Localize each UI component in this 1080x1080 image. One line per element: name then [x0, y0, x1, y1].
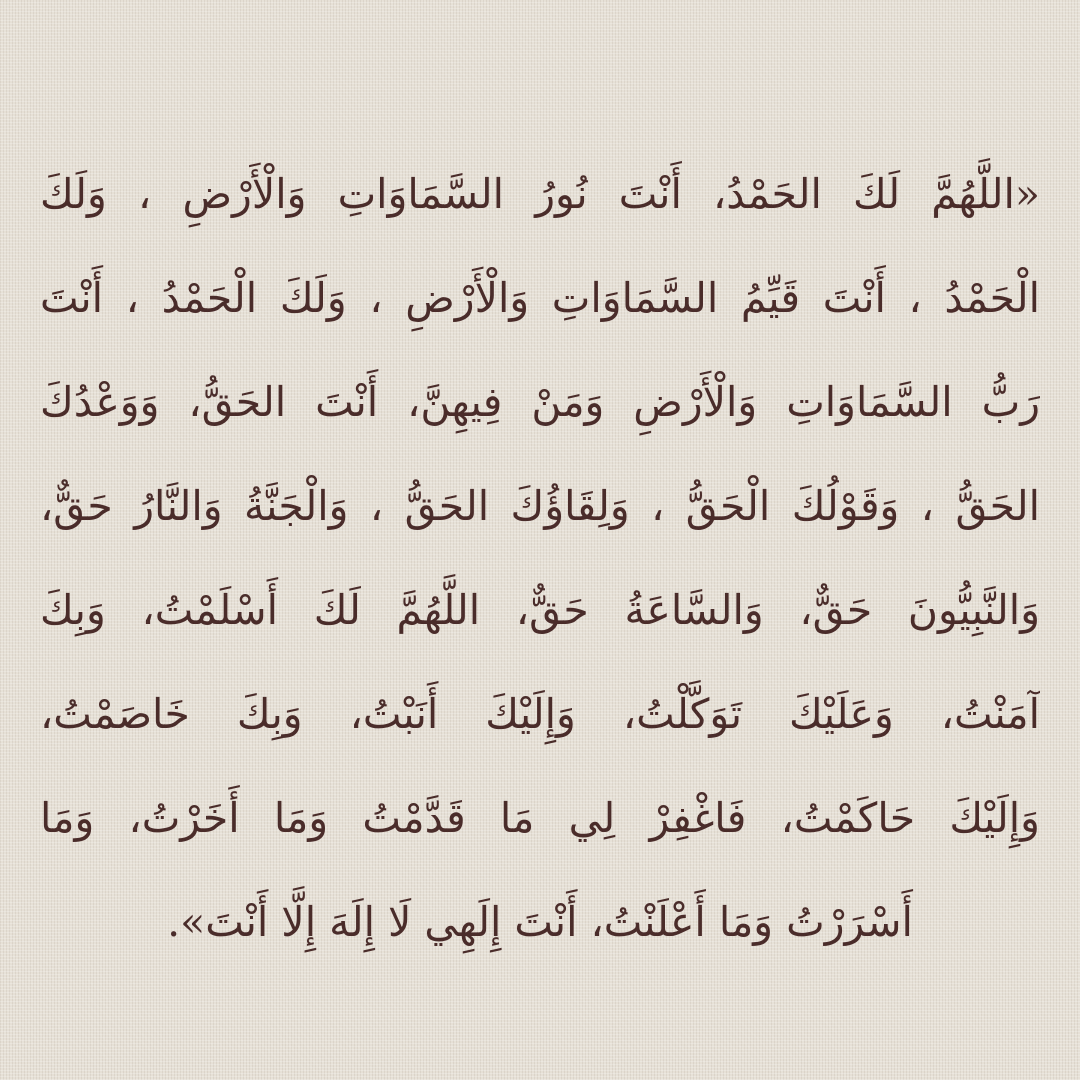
dua-line-1: «اللَّهُمَّ لَكَ الحَمْدُ، أَنْتَ نُورُ السَّمَاوَاتِ وَالْأَرْضِ ، وَلَكَ	[40, 170, 1040, 218]
dua-line-2: الْحَمْدُ ، أَنْتَ قَيِّمُ السَّمَاوَاتِ وَالْأَرْضِ ، وَلَكَ الْحَمْدُ ، أَنْتَ	[40, 274, 1040, 322]
dua-line-3: رَبُّ السَّمَاوَاتِ وَالْأَرْضِ وَمَنْ فِيهِنَّ، أَنْتَ الحَقُّ، وَوَعْدُكَ	[40, 378, 1040, 426]
dua-line-4: الحَقُّ ، وَقَوْلُكَ الْحَقُّ ، وَلِقَاؤُكَ الحَقُّ ، وَالْجَنَّةُ وَالنَّارُ حَقٌّ،	[40, 482, 1040, 530]
dua-line-8: أَسْرَرْتُ وَمَا أَعْلَنْتُ، أَنْتَ إِلَهِي لَا إِلَهَ إِلَّا أَنْتَ».	[167, 898, 913, 946]
dua-line-6: آمَنْتُ، وَعَلَيْكَ تَوَكَّلْتُ، وَإِلَيْكَ أَنَبْتُ، وَبِكَ خَاصَمْتُ،	[40, 690, 1040, 738]
dua-line-5: وَالنَّبِيُّونَ حَقٌّ، وَالسَّاعَةُ حَقٌّ، اللَّهُمَّ لَكَ أَسْلَمْتُ، وَبِكَ	[40, 586, 1040, 634]
dua-text	[40, 142, 1040, 974]
dua-line-7: وَإِلَيْكَ حَاكَمْتُ، فَاغْفِرْ لِي مَا قَدَّمْتُ وَمَا أَخَرْتُ، وَمَا	[40, 794, 1040, 842]
